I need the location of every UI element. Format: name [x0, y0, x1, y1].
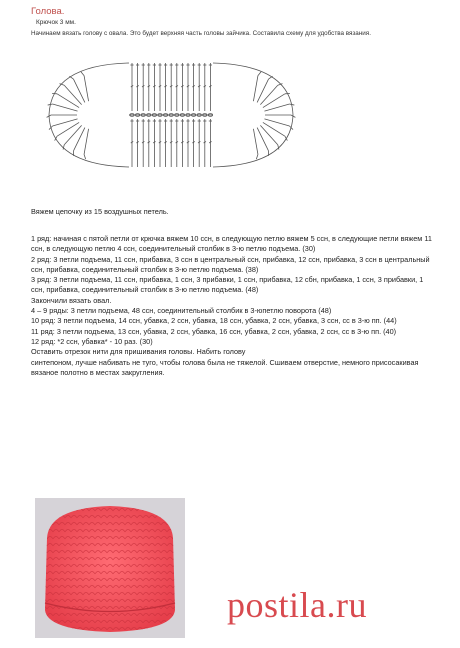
row-1-text: 1 ряд: начиная с пятой петли от крючка вяжем 10 ссн, в следующую петлю вяжем 5 ссн, в следующие петли вяжем 11 ссн, в следующую петлю 4 ссн, соединительный столбик в 3-ю петлю подъема. (30): [31, 234, 432, 254]
increase-stitch-symbol: [257, 79, 268, 102]
increase-stitch-symbol: [57, 94, 79, 108]
diagram-symbols: [47, 63, 296, 167]
increase-stitch-symbol: [257, 128, 268, 151]
increase-fan-symbol: [84, 154, 86, 159]
increase-stitch-symbol: [260, 125, 277, 144]
increase-stitch-symbol: [253, 129, 258, 155]
increase-fan-symbol: [256, 154, 258, 159]
increase-stitch-symbol: [253, 76, 258, 102]
increase-stitch-symbol: [84, 76, 89, 102]
increase-stitch-symbol: [73, 79, 84, 102]
increase-stitch-symbol: [64, 85, 81, 104]
increase-stitch-symbol: [57, 122, 79, 136]
increase-stitch-symbol: [53, 119, 78, 126]
hook-size-text: Крючок 3 мм.: [36, 19, 76, 26]
increase-stitch-symbol: [84, 129, 89, 155]
row-instructions: [31, 234, 435, 378]
crochet-oval-diagram: [31, 55, 312, 175]
increase-stitch-symbol: [64, 125, 81, 144]
page-title: Голова.: [31, 6, 65, 17]
row-11-text: 11 ряд: 3 петли подъема, 13 ссн, убавка, 2 ссн, убавка, 16 ссн, убавка, 2 ссн, убавка, 2 ссн, сс в 3-ю пп. (40): [31, 326, 397, 336]
oval-done-text: Закончили вязать овал.: [31, 295, 112, 305]
increase-stitch-symbol: [53, 104, 78, 111]
increase-stitch-symbol: [73, 128, 84, 151]
increase-fan-symbol: [258, 72, 261, 76]
postila-watermark: postila.ru: [227, 585, 367, 625]
increase-stitch-symbol: [263, 94, 285, 108]
finishing-text-2: синтепоном, лучше набивать не туго, чтобы голова была не тяжелой. Сшиваем отверстие, немного присосакивая вязаное полотно в местах закругления.: [31, 357, 419, 377]
increase-stitch-symbol: [264, 104, 289, 111]
increase-fan-symbol: [289, 104, 294, 105]
increase-stitch-symbol: [263, 122, 285, 136]
row-2-text: 2 ряд: 3 петли подъема, 11 ссн, прибавка, 3 ссн в центральный ссн, прибавка, 12 ссн, прибавка, 3 ссн в центральный ссн, прибавка, соединительный столбик в 3-ю петлю подъема. (38): [31, 254, 430, 274]
increase-fan-symbol: [81, 72, 84, 76]
increase-fan-symbol: [69, 76, 73, 79]
knitted-head-photo: [35, 498, 185, 638]
increase-fan-symbol: [269, 76, 273, 79]
increase-stitch-symbol: [264, 119, 289, 126]
increase-stitch-symbol: [260, 85, 277, 104]
row-12-text: 12 ряд: *2 ссн, убавка* - 10 раз. (30): [31, 336, 153, 346]
intro-text: Начинаем вязать голову с овала. Это будет верхняя часть головы зайчика. Составила схему для удобства вязания.: [31, 30, 371, 37]
rows-4-9-text: 4 – 9 ряды: 3 петли подъема, 48 ссн, соединительный столбик в 3-юпетлю поворота (48): [31, 306, 332, 316]
row-3-text: 3 ряд: 3 петли подъема, 11 ссн, прибавка, 1 ссн, 3 прибавки, 1 ссн, прибавка, 12 сбн, прибавка, 1 ссн, 3 прибавки, 1 ссн, прибавка, соединительный столбик в 3-ю петлю подъема. (48): [31, 275, 424, 295]
chain-instruction: Вяжем цепочку из 15 воздушных петель.: [31, 207, 169, 216]
row-10-text: 10 ряд: 3 петли подъема, 14 ссн, убавка, 2 ссн, убавка, 18 ссн, убавка, 2 ссн, убавка, 3 ссн, сс в 3-ю пп. (44): [31, 316, 397, 326]
increase-fan-symbol: [48, 104, 53, 105]
finishing-text-1: Оставить отрезок нити для пришивания головы. Набить голову: [31, 347, 246, 357]
